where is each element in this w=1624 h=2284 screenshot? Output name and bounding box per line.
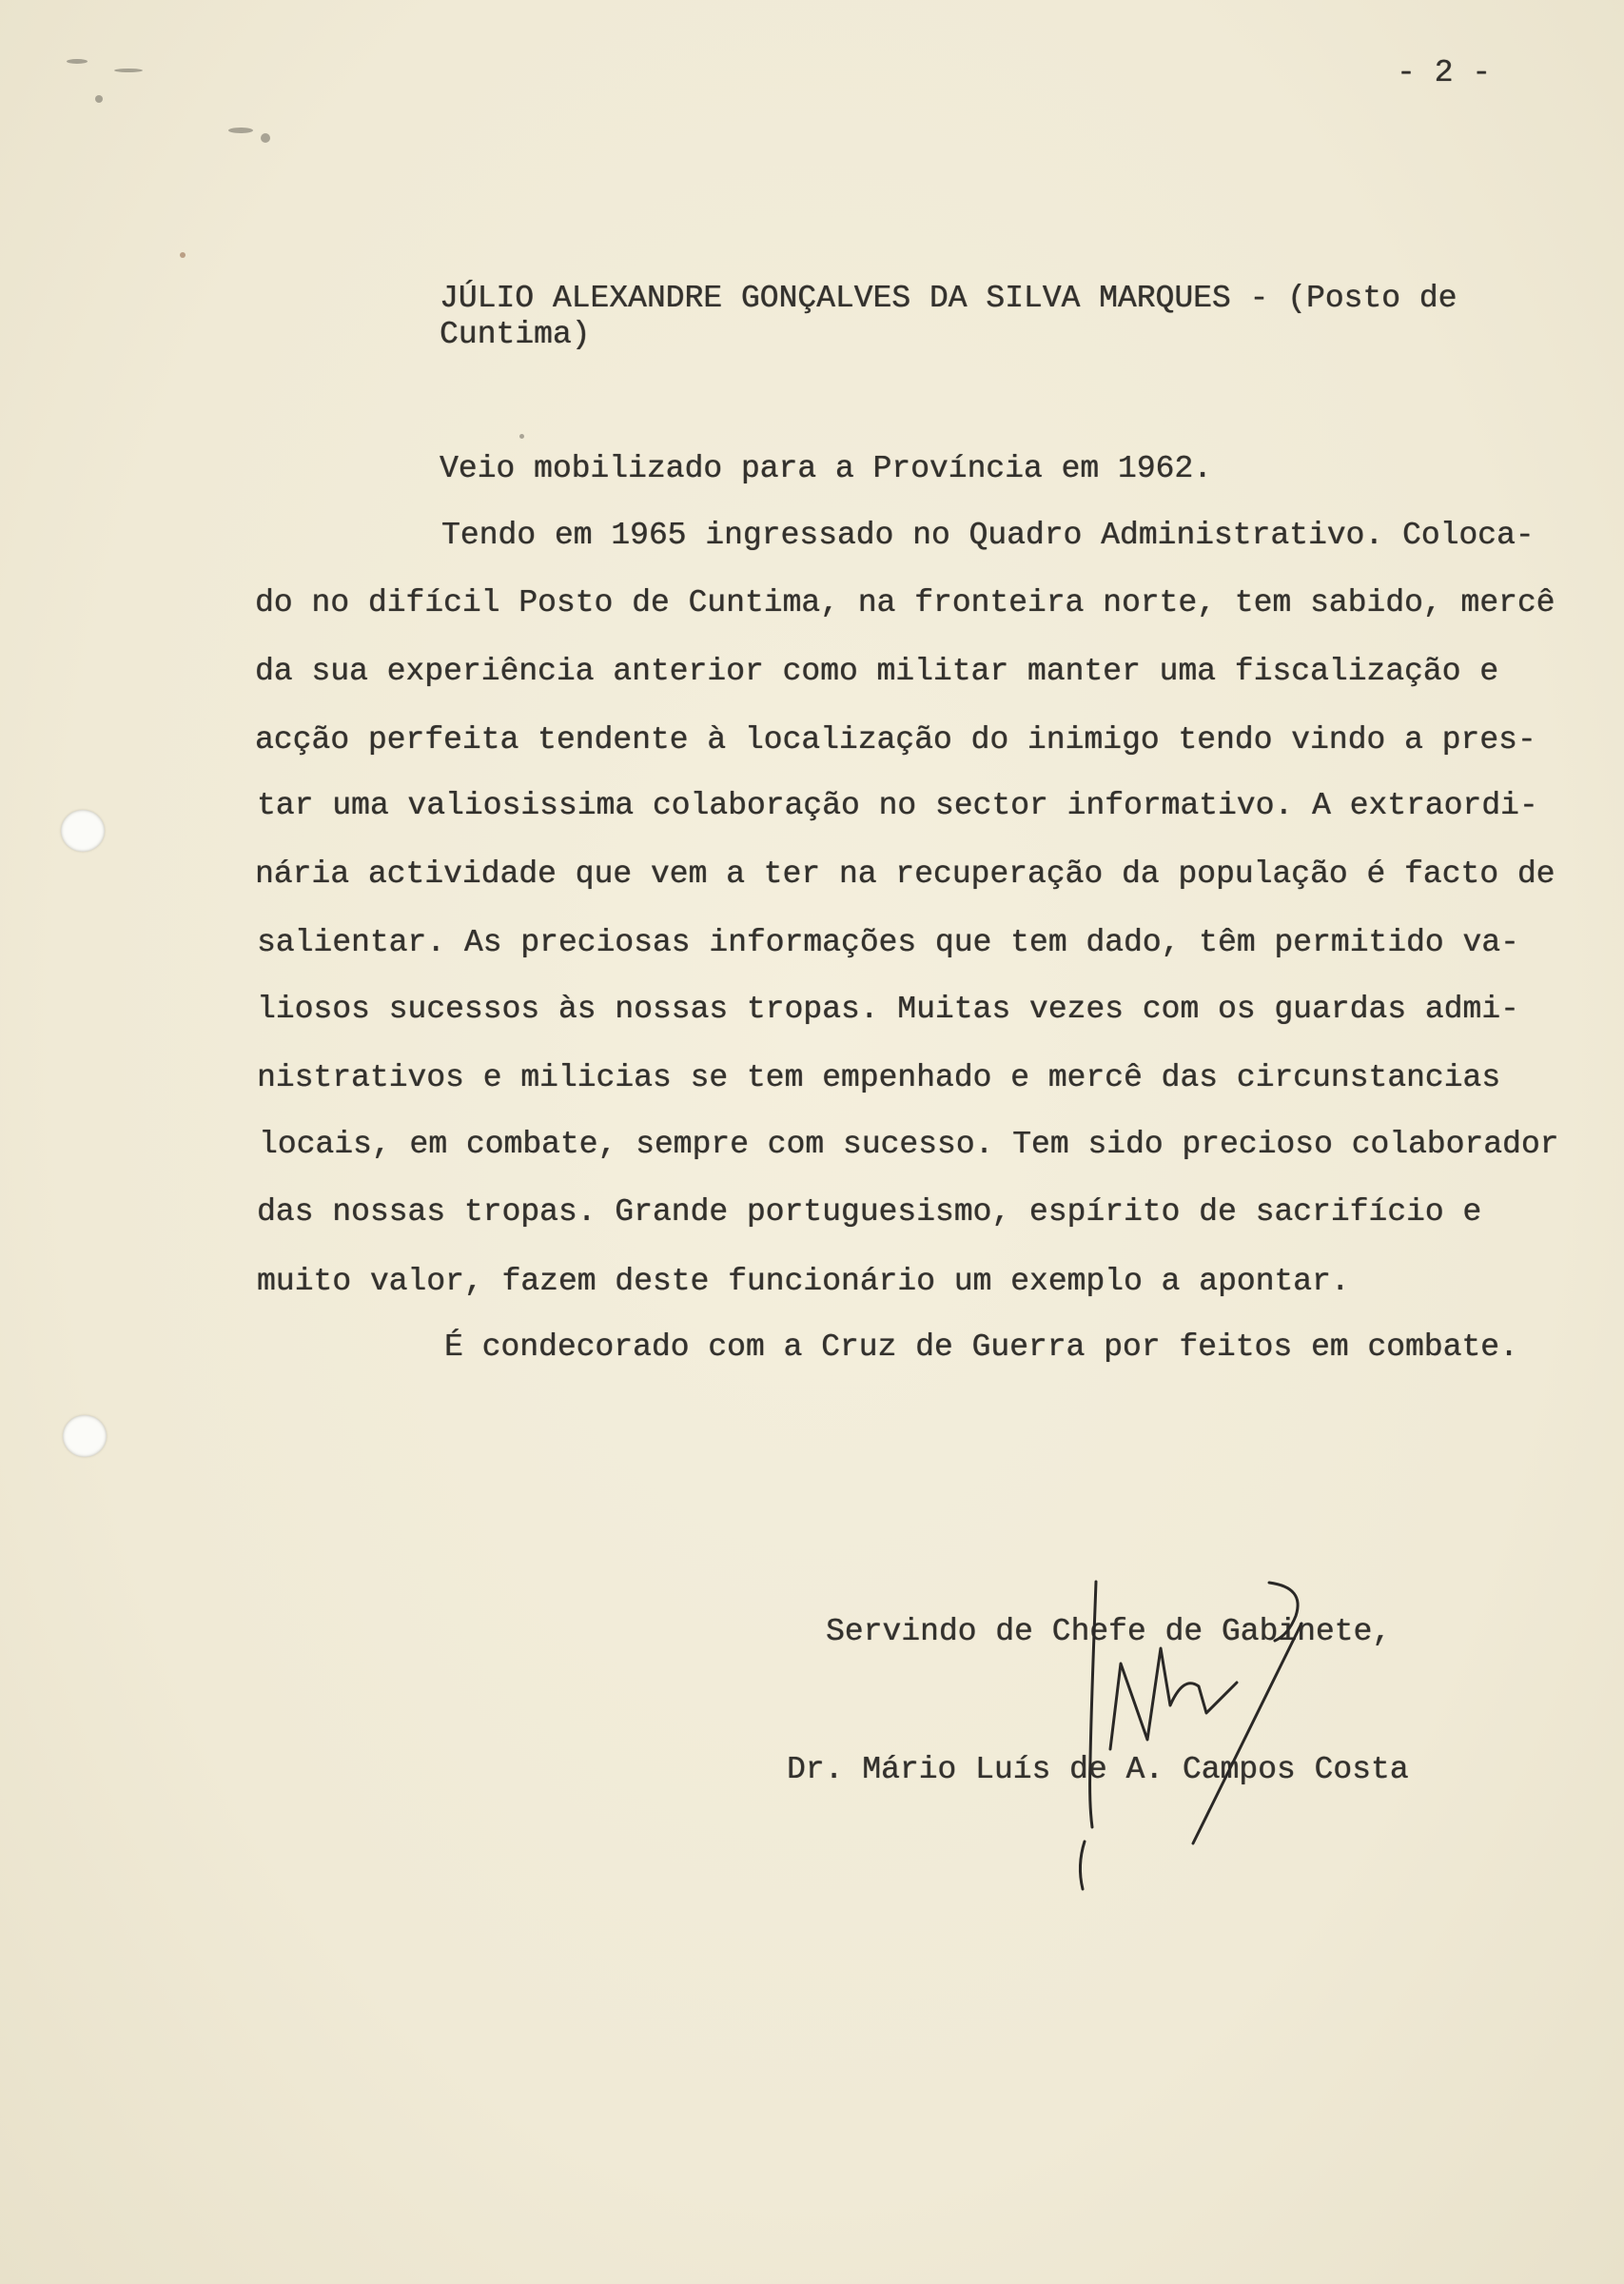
punch-hole	[61, 810, 105, 852]
body-line: nária actividade que vem a ter na recuperação da população é facto de	[255, 856, 1556, 892]
scan-speck	[261, 133, 270, 143]
heading-line: Cuntima)	[440, 317, 591, 352]
body-line: das nossas tropas. Grande portuguesismo, espírito de sacrifício e	[257, 1194, 1482, 1230]
signature-role: Servindo de Chefe de Gabinete,	[826, 1614, 1392, 1649]
scan-speck	[519, 434, 524, 439]
signature-name: Dr. Mário Luís de A. Campos Costa	[787, 1752, 1409, 1787]
body-line: tar uma valiosissima colaboração no sector informativo. A extraordi-	[257, 788, 1538, 823]
body-paragraph: Veio mobilizado para a Província em 1962.	[440, 451, 1212, 486]
body-line: muito valor, fazem deste funcionário um exemplo a apontar.	[257, 1264, 1350, 1299]
body-line: locais, em combate, sempre com sucesso. Tem sido precioso colaborador	[259, 1127, 1559, 1162]
body-line: do no difícil Posto de Cuntima, na fronteira norte, tem sabido, mercê	[255, 585, 1556, 620]
body-line: da sua experiência anterior como militar manter uma fiscalização e	[255, 654, 1499, 689]
signature-stroke	[1193, 1624, 1301, 1843]
scan-speck	[95, 95, 103, 103]
body-line: salientar. As preciosas informações que tem dado, têm permitido va-	[257, 925, 1519, 960]
scan-speck	[114, 69, 143, 72]
body-line: liosos sucessos às nossas tropas. Muitas vezes com os guardas admi-	[257, 992, 1519, 1027]
heading-line: JÚLIO ALEXANDRE GONÇALVES DA SILVA MARQUES - (Posto de	[440, 281, 1458, 316]
punch-hole	[63, 1415, 107, 1457]
body-line: nistrativos e milicias se tem empenhado e mercê das circunstancias	[257, 1060, 1501, 1095]
scan-speck	[67, 59, 88, 64]
body-paragraph: É condecorado com a Cruz de Guerra por feitos em combate.	[444, 1329, 1518, 1365]
body-line: Tendo em 1965 ingressado no Quadro Administrativo. Coloca-	[441, 518, 1535, 553]
scan-speck	[228, 128, 253, 133]
body-line: acção perfeita tendente à localização do inimigo tendo vindo a pres-	[255, 722, 1536, 758]
signature-stroke	[1110, 1648, 1237, 1749]
signature-stroke	[1080, 1841, 1085, 1889]
page-number: - 2 -	[1397, 55, 1492, 90]
scan-speck	[180, 252, 186, 258]
